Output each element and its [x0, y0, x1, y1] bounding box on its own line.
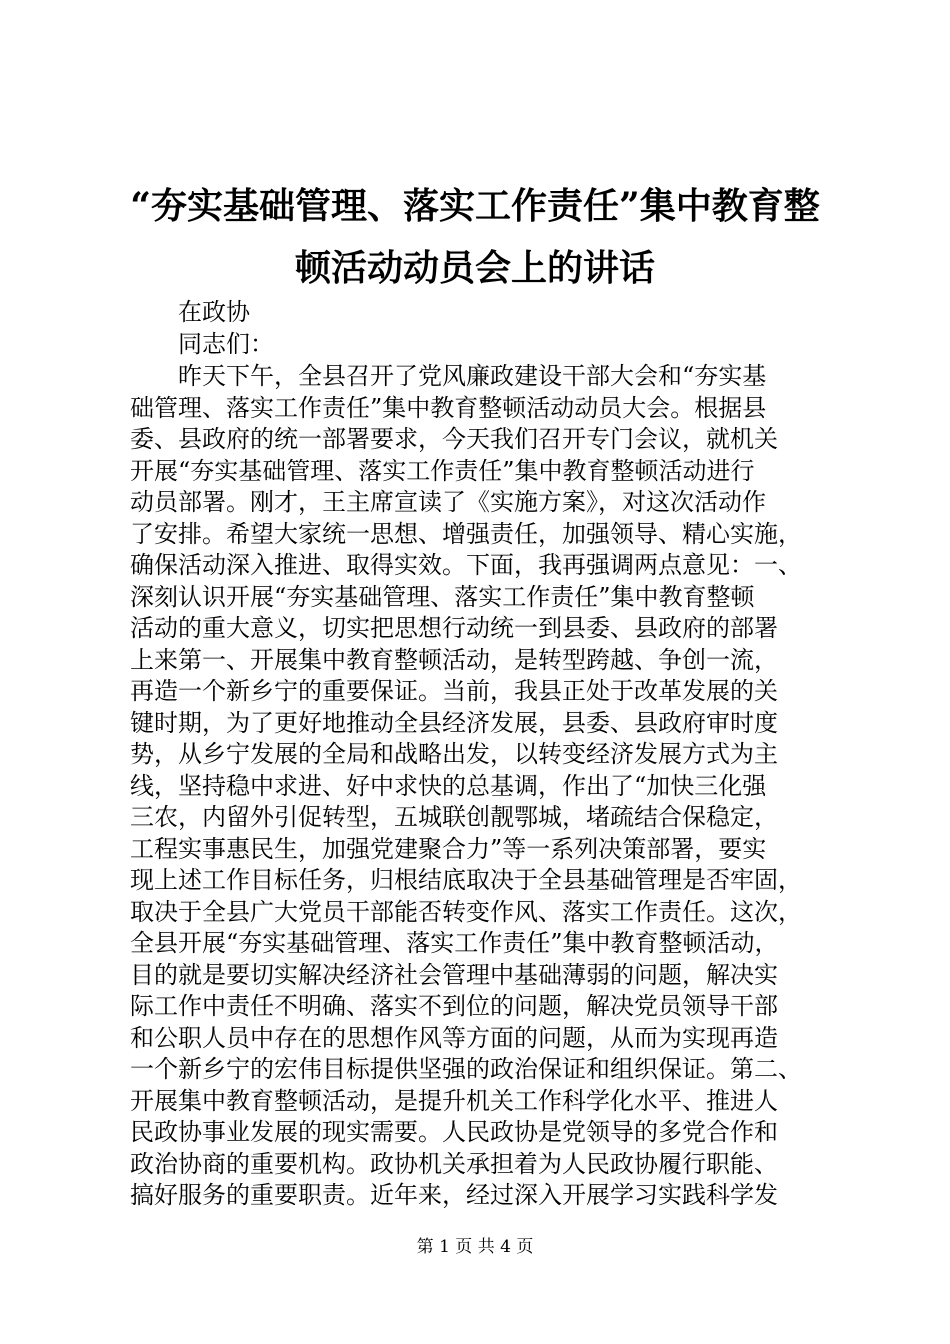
body-line: 了安排。希望大家统一思想、增强责任，加强领导、精心实施，	[130, 519, 802, 548]
body-line: 取决于全县广大党员干部能否转变作风、落实工作责任。这次，	[130, 897, 802, 926]
body-line: 键时期，为了更好地推动全县经济发展，县委、县政府审时度	[130, 708, 778, 737]
body-line: 全县开展“夯实基础管理、落实工作责任”集中教育整顿活动，	[130, 929, 779, 957]
body-line: 昨天下午，全县召开了党风廉政建设干部大会和“夯实基	[178, 362, 767, 390]
body-line: 和公职人员中存在的思想作风等方面的问题，从而为实现再造	[130, 1023, 778, 1052]
document-title-line-1: “夯实基础管理、落实工作责任”集中教育整	[130, 185, 820, 227]
body-line: 确保活动深入推进、取得实效。下面，我再强调两点意见：一、	[130, 551, 802, 579]
body-line: 民政协事业发展的现实需要。人民政协是党领导的多党合作和	[130, 1118, 778, 1146]
body-line: 动员部署。刚才，王主席宣读了《实施方案》，对这次活动作	[130, 488, 766, 516]
body-line: 势，从乡宁发展的全局和战略出发，以转变经济发展方式为主	[130, 740, 778, 768]
body-line: 线，坚持稳中求进、好中求快的总基调，作出了“加快三化强	[130, 771, 767, 800]
body-line: 再造一个新乡宁的重要保证。当前，我县正处于改革发展的关	[130, 677, 778, 705]
body-line: 深刻认识开展“夯实基础管理、落实工作责任”集中教育整顿	[130, 582, 755, 611]
page-footer: 第 1 页 共 4 页	[416, 1237, 534, 1257]
body-line: 活动的重大意义，切实把思想行动统一到县委、县政府的部署	[130, 614, 778, 642]
document-title-line-2: 顿活动动员会上的讲话	[294, 247, 655, 289]
salutation-line: 同志们：	[178, 330, 274, 358]
body-line: 委、县政府的统一部署要求，今天我们召开专门会议，就机关	[130, 425, 778, 453]
body-line: 开展“夯实基础管理、落实工作责任”集中教育整顿活动进行	[130, 456, 755, 485]
body-line: 目的就是要切实解决经济社会管理中基础薄弱的问题，解决实	[130, 960, 778, 989]
location-line: 在政协	[178, 298, 250, 326]
body-line: 开展集中教育整顿活动，是提升机关工作科学化水平、推进人	[130, 1086, 778, 1115]
body-line: 工程实事惠民生，加强党建聚合力”等一系列决策部署，要实	[130, 834, 767, 863]
body-line: 一个新乡宁的宏伟目标提供坚强的政治保证和组织保证。第二、	[130, 1055, 802, 1083]
body-line: 政治协商的重要机构。政协机关承担着为人民政协履行职能、	[130, 1149, 778, 1178]
body-line: 上来第一、开展集中教育整顿活动，是转型跨越、争创一流，	[130, 645, 778, 674]
body-line: 础管理、落实工作责任”集中教育整顿活动动员大会。根据县	[130, 393, 767, 422]
body-line: 际工作中责任不明确、落实不到位的问题，解决党员领导干部	[130, 992, 778, 1020]
body-line: 搞好服务的重要职责。近年来，经过深入开展学习实践科学发	[130, 1181, 778, 1209]
body-paragraph	[130, 361, 830, 1212]
body-line: 三农，内留外引促转型，五城联创靓鄂城，堵疏结合保稳定，	[130, 803, 778, 831]
body-line: 现上述工作目标任务，归根结底取决于全县基础管理是否牢固，	[130, 866, 802, 894]
